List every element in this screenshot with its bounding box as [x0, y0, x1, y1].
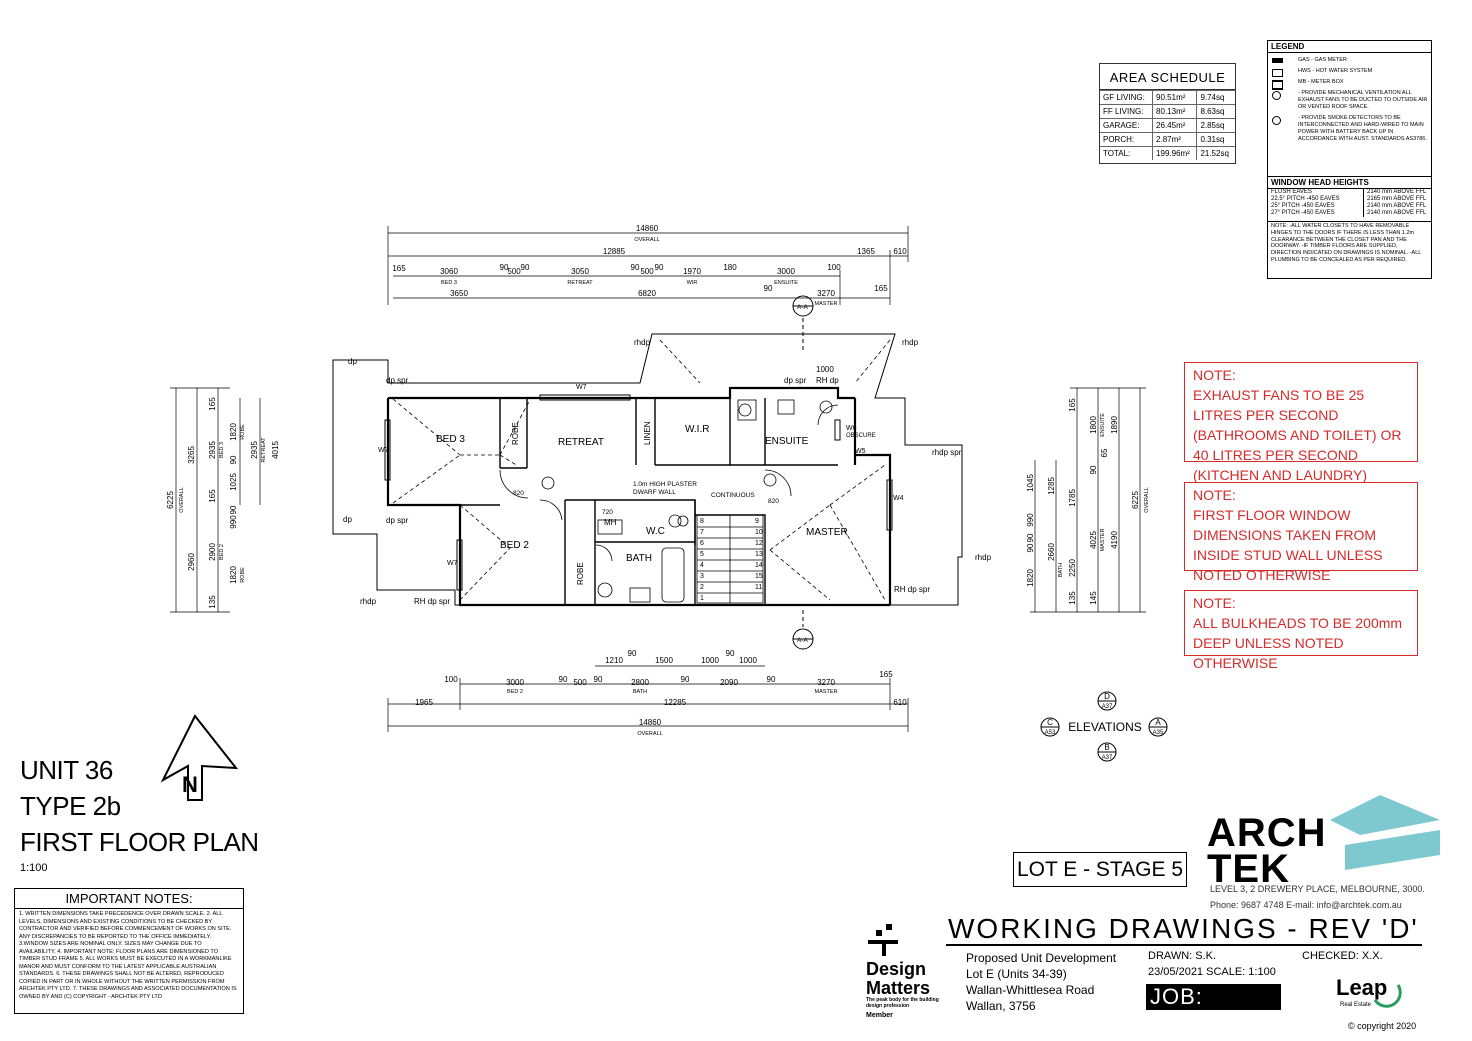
archtek-logo-icon — [1330, 795, 1440, 870]
dimension: 100 — [827, 263, 841, 272]
unit-number: UNIT 36 — [20, 755, 113, 785]
dp-spr-label: dp spr — [386, 376, 409, 385]
stair-number: 9 — [755, 518, 759, 525]
section-label: A-A — [797, 304, 808, 311]
dimension: 3000 — [506, 678, 524, 687]
dimension-caption: MASTER — [1100, 528, 1106, 552]
dimension: 2660 — [1047, 543, 1056, 561]
dimension-caption: OVERALL — [634, 237, 660, 243]
dimension-caption: BATH — [1058, 562, 1064, 578]
dimension: 4025 — [1089, 531, 1098, 549]
dimension: 1890 — [1110, 416, 1119, 434]
dimension: 90 — [558, 675, 568, 684]
date-scale: 23/05/2021 SCALE: 1:100 — [1148, 966, 1276, 978]
dimension: 500 — [507, 267, 521, 276]
important-notes-title: IMPORTANT NOTES: — [15, 889, 243, 909]
dp-label: dp — [343, 515, 352, 524]
leap-subtitle: Real Estate — [1340, 1002, 1372, 1008]
dp-spr-label: dp spr — [386, 516, 409, 525]
checked-by: CHECKED: X.X. — [1302, 950, 1383, 962]
dimension: 610 — [893, 698, 907, 707]
area-label: TOTAL: — [1100, 147, 1153, 161]
dimension: 90 — [593, 675, 603, 684]
design-matters-subtitle: The peak body for the building design profession — [866, 997, 939, 1009]
rhdp-label: rhdp — [634, 338, 651, 347]
archtek-logo-text — [1207, 811, 1327, 891]
dimension: 3270 — [817, 289, 835, 298]
dimension: 4015 — [271, 441, 280, 459]
dm-line: Design — [866, 959, 927, 979]
dimension-caption: BED 3 — [219, 442, 225, 458]
archtek-line: ARCH — [1207, 811, 1327, 855]
door-width: 820 — [768, 498, 779, 505]
stair-number: 1 — [700, 595, 704, 602]
room-label-retreat: RETREAT — [558, 437, 604, 448]
project-line: Wallan-Whittlesea Road — [966, 983, 1095, 997]
area-m2: 2.87m² — [1153, 133, 1197, 147]
stair-number: 10 — [755, 529, 763, 536]
rh-dp-spr-label: RH dp spr — [894, 585, 931, 594]
dimension: 90 — [766, 675, 776, 684]
rhdp-label: rhdp — [902, 338, 919, 347]
eave-type: FLUSH EAVES — [1268, 189, 1364, 196]
elevation-letter: D — [1104, 692, 1110, 701]
stair-number: 6 — [700, 540, 704, 547]
area-sq: 9.74sq — [1197, 91, 1235, 105]
room-label-bed3: BED 3 — [436, 434, 465, 445]
dimension-caption: RETREAT — [261, 437, 267, 463]
dimension: 90 — [654, 263, 664, 272]
dimension: 90 — [725, 649, 735, 658]
dimension: 135 — [1068, 591, 1077, 605]
continuous-label: CONTINUOUS — [711, 492, 755, 499]
dimension: 90 — [499, 263, 509, 272]
dimension: 1820 — [1026, 569, 1035, 587]
copyright: © copyright 2020 — [1348, 1021, 1417, 1031]
dimension-caption: BED 2 — [507, 689, 523, 695]
room-label-linen: LINEN — [643, 421, 652, 445]
dimension: 90 — [630, 263, 640, 272]
window-label: W7 — [447, 560, 458, 567]
rh-dp-spr-label: RH dp spr — [414, 597, 451, 606]
rhdp-label: rhdp — [360, 597, 377, 606]
elevation-letter: A — [1155, 718, 1161, 727]
elevation-letter: C — [1047, 718, 1053, 727]
room-label-robe: ROBE — [511, 422, 520, 445]
stair-number: 2 — [700, 584, 704, 591]
elevation-sheet: A37 — [1101, 755, 1113, 761]
dimension: 2250 — [1068, 559, 1077, 577]
dimension: 990 — [1026, 513, 1035, 527]
design-matters-name — [866, 960, 930, 998]
dimension-caption: BATH — [632, 689, 648, 695]
note-body: ALL BULKHEADS TO BE 200mm DEEP UNLESS NOTED OTHERWISE — [1193, 615, 1403, 671]
area-m2: 90.51m² — [1153, 91, 1197, 105]
legend-title: LEGEND — [1268, 41, 1431, 53]
elevations-label: ELEVATIONS — [1068, 720, 1142, 734]
area-label: GF LIVING: — [1100, 91, 1153, 105]
dimension: 2800 — [631, 678, 649, 687]
lot-stage-label: LOT E - STAGE 5 — [1013, 852, 1187, 887]
archtek-line: TEK — [1207, 847, 1290, 891]
project-line: Wallan, 3756 — [966, 999, 1036, 1013]
area-label: GARAGE: — [1100, 119, 1153, 133]
stair-number: 5 — [700, 551, 704, 558]
dimension: 165 — [208, 397, 217, 411]
window-label: W7 — [576, 384, 587, 391]
dimension: 1785 — [1068, 489, 1077, 507]
stair-number: 8 — [700, 518, 704, 525]
note-body: EXHAUST FANS TO BE 25 LITRES PER SECOND (BATHROOMS AND TOILET) OR 40 LITRES PER SECOND (KITCHEN AND LAUNDRY) — [1193, 387, 1402, 483]
dimension: 1965 — [415, 698, 433, 707]
stair-number: 7 — [700, 529, 704, 536]
dimension-caption: ENSUITE — [774, 280, 798, 286]
dimension: 165 — [1068, 398, 1077, 412]
rhdp-label: rhdp spr — [932, 448, 962, 457]
dimension: 90 — [229, 505, 238, 515]
area-schedule-title: AREA SCHEDULE — [1100, 64, 1235, 90]
important-notes — [14, 888, 244, 1014]
dimension: 2935 — [208, 441, 217, 459]
stair-number: 14 — [755, 562, 763, 569]
eave-type: 22.5° PITCH -450 EAVES — [1268, 196, 1364, 203]
dimension: 2900 — [208, 543, 217, 561]
plan-name: FIRST FLOOR PLAN — [20, 827, 259, 857]
area-sq: 2.85sq — [1197, 119, 1235, 133]
dimension: 90 — [1026, 533, 1035, 543]
staircase — [697, 515, 763, 603]
room-label-bath: BATH — [626, 553, 652, 564]
head-height: 2165 mm ABOVE FFL — [1367, 196, 1427, 202]
right-dimension-lines — [1030, 388, 1146, 612]
drawing-title: WORKING DRAWINGS - REV 'D' — [948, 913, 1419, 944]
dimension: 6225 — [166, 491, 175, 509]
project-line: Lot E (Units 34-39) — [966, 967, 1067, 981]
dimension: 3270 — [817, 678, 835, 687]
window-note: OBSCURE — [846, 433, 876, 439]
legend-text: - PROVIDE SMOKE DETECTORS TO BE INTERCONNECTED AND HARD-WIRED TO MAIN POWER WITH BATTERY BACK UP IN ACCORDANCE WITH AUST. STANDARDS AS3786. — [1298, 115, 1427, 142]
area-m2: 199.96m² — [1153, 147, 1197, 161]
dimension-caption: MASTER — [814, 301, 838, 307]
dimension: 90 — [1089, 465, 1098, 475]
dimension: 1365 — [857, 247, 875, 256]
dp-label: dp — [348, 357, 357, 366]
note-heading: NOTE: — [1193, 595, 1236, 611]
dimension: 12885 — [602, 247, 626, 256]
legend-note: NOTE: -ALL WATER CLOSETS TO HAVE REMOVABLE HINGES TO THE DOORS IF THERE IS LESS THAN 1.2m CLEARANCE BETWEEN THE CLOSET PAN AND THE DOORWAY. -IF TIMBER FLOORS ARE SUPPLIED, DIRECTION INDICATED ON DRAWINGS IS NOMINAL. -ALL PLUMBING TO BE CONCEALED AS PER REQUIRED. — [1267, 221, 1432, 279]
unit-title-block — [20, 752, 259, 860]
room-label-robe-2: ROBE — [576, 562, 585, 585]
dimension: 2090 — [720, 678, 738, 687]
dimension: 180 — [723, 263, 737, 272]
room-label-master: MASTER — [806, 527, 848, 538]
room-label-wc: W.C — [646, 526, 665, 537]
window-label: W7 — [378, 447, 389, 454]
window-heights-title: WINDOW HEAD HEIGHTS — [1268, 177, 1431, 189]
dimension-caption: OVERALL — [179, 487, 185, 513]
elevation-sheet: A53 — [1044, 730, 1056, 736]
dimension-caption: ROBE — [240, 567, 246, 583]
eave-type: 25° PITCH -450 EAVES — [1268, 203, 1364, 210]
dimension: 1210 — [605, 656, 623, 665]
rhdp-label: rhdp — [975, 553, 992, 562]
dimension: 90 — [520, 263, 530, 272]
window-label: W5 — [855, 448, 866, 455]
dimension: 1500 — [655, 656, 673, 665]
area-sq: 0.31sq — [1197, 133, 1235, 147]
legend-text: HWS - HOT WATER SYSTEM — [1298, 68, 1373, 74]
stair-number: 13 — [755, 551, 763, 558]
dimension: 100 — [444, 675, 458, 684]
job-number: JOB: 021.17 — [1146, 984, 1281, 1010]
room-label-mh: MH — [604, 518, 617, 527]
area-label: FF LIVING: — [1100, 105, 1153, 119]
stair-number: 3 — [700, 573, 704, 580]
dimension: 90 — [229, 455, 238, 465]
dimension: 165 — [208, 489, 217, 503]
area-sq: 21.52sq — [1197, 147, 1235, 161]
room-label-bed2: BED 2 — [500, 540, 529, 551]
unit-type: TYPE 2b — [20, 791, 121, 821]
dimension: 135 — [208, 595, 217, 609]
dm-line: Matters — [866, 978, 931, 998]
dimension: 1000 — [739, 656, 757, 665]
elevation-letter: B — [1104, 743, 1110, 752]
door-width: 820 — [513, 490, 524, 497]
section-label: A-A — [797, 637, 808, 644]
note-heading: NOTE: — [1193, 367, 1236, 383]
window-label: W4 — [893, 495, 904, 502]
dimension: 1800 — [1089, 416, 1098, 434]
head-height: 2140 mm ABOVE FFL — [1367, 189, 1427, 195]
stair-number: 11 — [755, 584, 763, 591]
archtek-contact: Phone: 9687 4748 E-mail: info@archtek.com.au — [1210, 900, 1402, 910]
scale-label: 1:100 — [20, 862, 48, 874]
area-m2: 80.13m² — [1153, 105, 1197, 119]
rh-dp-label: RH dp — [816, 376, 839, 385]
dimension: 6820 — [638, 289, 656, 298]
dimension: 1820 — [229, 566, 238, 584]
dimension: 500 — [640, 267, 654, 276]
legend-text: MB - METER BOX — [1298, 79, 1344, 85]
dp-spr-label: dp spr — [784, 376, 807, 385]
elevation-sheet: A35 — [1152, 730, 1164, 736]
dimension: 14860 — [638, 718, 662, 727]
dimension: 1045 — [1026, 474, 1035, 492]
dimension: 1025 — [229, 473, 238, 491]
area-m2: 26.45m² — [1153, 119, 1197, 133]
important-notes-body: 1. WRITTEN DIMENSIONS TAKE PRECEDENCE OVER DRAWN SCALE. 2. ALL LEVELS, DIMENSIONS AND EXISTING CONDITIONS TO BE CHECKED BY CONTRACTOR AND VERIFIED BEFORE COMMENCEMENT OF WORKS ON SITE. ANY DISCREPANCIES TO BE REPORTED TO THE OFFICE IMMEDIATELY. 3.WINDOW SIZES ARE NOMINAL ONLY. SIZES MAY CHANGE DUE TO AVAILABILITY. 4. IMPORTANT NOTE: FLOOR PLANS ARE DIMENSIONED TO TIMBER STUD FRAME 5. ALL WORKS MUST BE EXECUTED IN A WORKMANLIKE MANOR AND MUST CONFORM TO THE LATEST APPLICABLE AUSTRALIAN STANDARDS. 6. THESE DRAWINGS SHALL NOT BE ALTERED, REPRODUCED COPIED IN PART OR IN WHOLE WITHOUT THE WRITTEN PERMISSION FROM ARCHTEK PTY LTD. 7. THESE DRAWINGS AND ASSOCIATED DOCUMENTATION IS OWNED BY AND (C) COPYRIGHT - ARCHTEK PTY LTD — [19, 911, 237, 1000]
dimension-caption: BED 3 — [441, 280, 457, 286]
eave-type: 27° PITCH -450 EAVES — [1268, 210, 1364, 217]
dimension: 4190 — [1110, 531, 1119, 549]
door-width: 720 — [602, 509, 613, 516]
dimension: 165 — [874, 284, 888, 293]
dimension: 6225 — [1131, 491, 1140, 509]
head-height: 2140 mm ABOVE FFL — [1367, 203, 1427, 209]
dimension: 90 — [1026, 543, 1035, 553]
area-label: PORCH: — [1100, 133, 1153, 147]
title-divider — [946, 944, 1422, 946]
smoke-detectors — [542, 401, 832, 526]
legend-text: GAS - GAS METER — [1298, 57, 1347, 63]
dimension: 610 — [893, 247, 907, 256]
project-line: Proposed Unit Development — [966, 951, 1117, 965]
note-heading: NOTE: — [1193, 487, 1236, 503]
dimension-caption: BED 2 — [219, 544, 225, 560]
leap-logo-text: Leap — [1336, 975, 1388, 1000]
dimension: 2935 — [250, 441, 259, 459]
dimension: 145 — [1089, 591, 1098, 605]
dimension: 12285 — [663, 698, 687, 707]
design-matters-member: Member — [866, 1012, 893, 1019]
dimension: 1820 — [229, 423, 238, 441]
head-height: 2140 mm ABOVE FFL — [1367, 210, 1427, 216]
dwarf-wall-label: DWARF WALL — [633, 489, 676, 496]
dimension-caption: MASTER — [814, 689, 838, 695]
area-sq: 8.63sq — [1197, 105, 1235, 119]
stair-number: 15 — [755, 573, 763, 580]
drawn-by: DRAWN: S.K. — [1148, 950, 1217, 962]
dimension: 90 — [680, 675, 690, 684]
dimension: 1970 — [683, 267, 701, 276]
dimension: 65 — [1100, 448, 1109, 458]
dimension-caption: OVERALL — [1144, 487, 1150, 513]
dimension-caption: WIR — [686, 280, 698, 286]
dimension: 2960 — [187, 553, 196, 571]
archtek-address: LEVEL 3, 2 DREWERY PLACE, MELBOURNE, 3000. — [1210, 884, 1425, 894]
dimension-caption: OVERALL — [637, 731, 663, 737]
dimension: 3650 — [450, 289, 468, 298]
dimension: 990 — [229, 515, 238, 529]
dimension: 90 — [627, 649, 637, 658]
room-label-ensuite: ENSUITE — [765, 436, 809, 447]
dimension: 14860 — [635, 224, 659, 233]
dimension: 1285 — [1047, 477, 1056, 495]
window-label: W6 — [846, 425, 857, 432]
design-matters-logo-icon — [868, 924, 898, 956]
roof-outline — [333, 334, 962, 605]
dimension-caption: RETREAT — [567, 280, 593, 286]
dimension: 1000 — [816, 365, 834, 374]
dwarf-wall-label: 1.0m HIGH PLASTER — [633, 481, 697, 488]
project-info — [966, 950, 1116, 1014]
dimension: 3265 — [187, 446, 196, 464]
north-label: N — [182, 772, 198, 797]
legend-text: - PROVIDE MECHANICAL VENTILATION ALL EXHAUST FANS TO BE DUCTED TO OUTSIDE AIR OR VENTED ROOF SPACE. — [1298, 90, 1428, 110]
dimension-caption: ENSUITE — [1100, 413, 1106, 437]
dimension: 1000 — [701, 656, 719, 665]
dimension: 3060 — [440, 267, 458, 276]
dimension: 165 — [879, 670, 893, 679]
elevation-sheet: A37 — [1101, 704, 1113, 710]
room-label-wir: W.I.R — [685, 424, 710, 435]
external-walls — [388, 388, 890, 605]
dimension: 3000 — [777, 267, 795, 276]
dimension: 500 — [573, 678, 587, 687]
stair-number: 12 — [755, 540, 763, 547]
dimension: 3050 — [571, 267, 589, 276]
section-markers — [793, 296, 813, 649]
stair-number: 4 — [700, 562, 704, 569]
dimension-caption: ROBE — [240, 424, 246, 440]
dimension: 165 — [392, 264, 406, 273]
dimension: 90 — [763, 284, 773, 293]
note-body: FIRST FLOOR WINDOW DIMENSIONS TAKEN FROM INSIDE STUD WALL UNLESS NOTED OTHERWISE — [1193, 507, 1383, 583]
